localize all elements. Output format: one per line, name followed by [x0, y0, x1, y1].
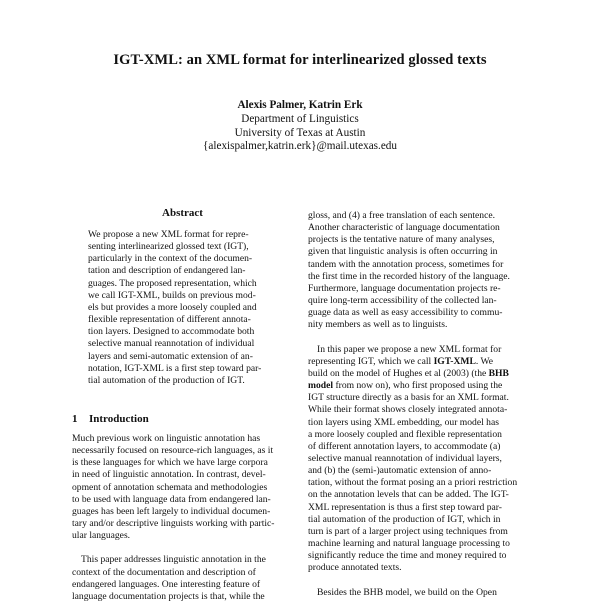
abstract-body: [88, 229, 283, 387]
introduction-body: [72, 433, 294, 603]
abstract-line: senting interlinearized glossed text (IGT),: [88, 241, 249, 253]
body-line: This paper addresses linguistic annotation in the: [81, 554, 266, 566]
body-line: Besides the BHB model, we build on the Open: [317, 586, 497, 598]
text-run: from now on), who first proposed using the: [333, 380, 503, 392]
section-heading-introduction: [72, 413, 149, 425]
body-line: given that linguistic analysis is often occurring in: [308, 246, 498, 258]
body-line: language documentation projects is that, while the: [72, 590, 265, 602]
body-line: produce annotated texts.: [308, 562, 402, 574]
abstract-line: flexible representation of different annota-: [88, 314, 251, 326]
body-line: selective manual reannotation of individual layers,: [308, 452, 502, 464]
body-line: [308, 356, 530, 368]
abstract-line: guages. The proposed representation, which: [88, 277, 257, 289]
author-names: Alexis Palmer, Katrin Erk: [237, 99, 363, 111]
abstract-line: layers and semi-automatic extension of an-: [88, 350, 253, 362]
bold-term-bhb: BHB: [488, 367, 509, 379]
body-line: [308, 380, 530, 392]
body-line: Furthermore, language documentation projects re-: [308, 282, 501, 294]
body-line: guages has been left largely to individual documen-: [72, 505, 271, 517]
body-line: is these languages for which we have large corpora: [72, 457, 268, 469]
body-line: While their format shows closely integrated annota-: [308, 404, 508, 416]
body-line: Much previous work on linguistic annotation has: [72, 433, 261, 444]
abstract-line: els but provides a more loosely coupled and: [88, 301, 257, 313]
body-line: gloss, and (4) a free translation of each sentence.: [308, 210, 495, 221]
text-run: representing IGT, which we call: [308, 355, 434, 367]
paragraph-gap: [308, 575, 530, 587]
author-email: {alexispalmer,katrin.erk}@mail.utexas.edu: [203, 140, 397, 153]
body-line: of different annotation layers, to accommodate (a): [308, 440, 501, 452]
abstract-line: tial automation of the production of IGT.: [88, 374, 245, 386]
body-line: in need of linguistic annotation. In contrast, devel-: [72, 469, 266, 481]
abstract-line: selective manual reannotation of individual: [88, 338, 255, 350]
author-university: University of Texas at Austin: [234, 126, 366, 139]
abstract-heading: Abstract: [162, 207, 203, 219]
body-line: the first time in the recorded history of the language.: [308, 270, 510, 282]
body-line: IGT structure directly as a basis for an XML format.: [308, 392, 509, 404]
body-line: ular languages.: [72, 530, 131, 542]
body-line: machine learning and natural language processing to: [308, 538, 510, 550]
text-run: . We: [475, 355, 494, 367]
body-line: context of the documentation and description of: [72, 566, 256, 578]
text-run: build on the model of Hughes et al (2003) (the: [308, 367, 489, 379]
body-line: opment of annotation schemata and methodologies: [72, 481, 268, 493]
paper-title: IGT-XML: an XML format for interlinearized glossed texts: [113, 52, 487, 68]
body-line: quire long-term accessibility of the collected lan-: [308, 295, 497, 307]
body-line: and (b) the (semi-)automatic extension of anno-: [308, 465, 492, 477]
body-line: Another characteristic of language documentation: [308, 222, 500, 234]
paragraph-gap: [308, 332, 530, 344]
paragraph-gap: [72, 542, 294, 554]
bold-term-model: model: [308, 380, 334, 392]
body-line: significantly reduce the time and money required to: [308, 550, 507, 562]
section-title: Introduction: [89, 413, 149, 425]
body-line: tion layers using XML embedding, our model has: [308, 416, 499, 428]
right-column-body: [308, 210, 530, 599]
body-line: guage data as well as easy accessibility to commu-: [308, 307, 503, 319]
body-line: a more loosely coupled and flexible representation: [308, 428, 502, 440]
body-line: tandem with the annotation process, sometimes for: [308, 258, 504, 270]
author-department: Department of Linguistics: [241, 112, 359, 125]
section-number: 1: [72, 413, 78, 425]
body-line: necessarily focused on resource-rich languages, as it: [72, 445, 274, 457]
abstract-line: tion layers. Designed to accommodate both: [88, 326, 255, 338]
abstract-line: we call IGT-XML, builds on previous mod-: [88, 289, 256, 301]
body-line: to be used with language data from endangered lan-: [72, 493, 271, 505]
abstract-line: We propose a new XML format for repre-: [88, 229, 249, 240]
body-line: tial automation of the production of IGT, which in: [308, 513, 501, 525]
body-line: tation, without the format posing an a priori restriction: [308, 477, 518, 489]
body-line: projects is the tentative nature of many analyses,: [308, 234, 495, 246]
body-line: In this paper we propose a new XML format for: [317, 343, 502, 355]
body-line: on the annotation levels that can be added. The IGT-: [308, 489, 509, 501]
body-line: turn is part of a larger project using techniques from: [308, 525, 508, 537]
abstract-line: particularly in the context of the documen-: [88, 253, 253, 265]
body-line: endangered languages. One interesting feature of: [72, 578, 261, 590]
abstract-line: tation and description of endangered lan-: [88, 265, 246, 277]
body-line: nity members as well as to linguists.: [308, 319, 448, 331]
body-line: XML representation is thus a first step toward par-: [308, 501, 502, 513]
abstract-line: notation, IGT-XML is a first step toward par-: [88, 362, 262, 374]
body-line: [308, 368, 530, 380]
bold-term-igt-xml: IGT-XML: [433, 355, 476, 367]
author-block: [0, 99, 600, 154]
body-line: tary and/or descriptive linguists working with partic-: [72, 518, 275, 530]
